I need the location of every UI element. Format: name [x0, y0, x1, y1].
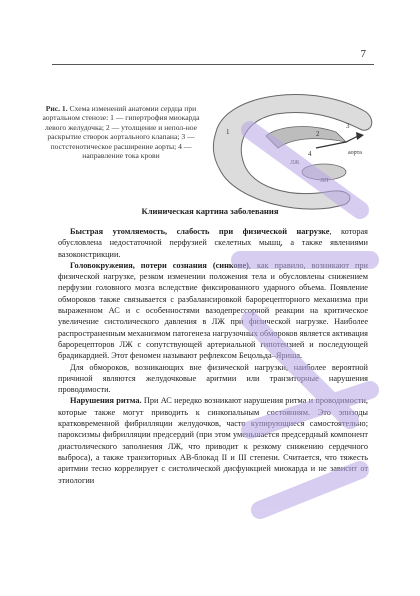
label-3: 3: [346, 122, 350, 130]
caption-text: Схема изменений анатомии сердца при аортальном стенозе: 1 — гипертрофия миокарда левого желудочка; 2 — утолщение и непол-ное раскрытие створок аортального клапана; 3 — постстенотическое расширение аорты; 4 — направление тока крови: [42, 104, 200, 161]
section-title: Клиническая картина заболевания: [141, 206, 279, 216]
label-aorta: аорта: [348, 150, 362, 156]
page-number: 7: [360, 48, 366, 60]
paragraph-2-text: , как правило, возникают при физической нагрузке, резком изменении положения тела и обусловлены снижением перфузии головного мозга вследствие фиксированного ударного объема. Появление обмороков также связывается с разбалансировкой барорецепторного механизма при выраженном АС и с особенностями вазодепрессорной реакции на критическое увеличение систолического давления в ЛЖ при физической нагрузке. Наиболее распространенным механизмом патогенеза нагрузочных обмороков является активация барорецепторов ЛЖ с сопутствующей артериальной гипотензией и последующей брадикардией. Этот феномен называют рефлексом Бецольда–Яриша.: [58, 260, 369, 361]
figure-caption: [38, 104, 204, 160]
paragraph-2-lead: Головокружения, потери сознания (синкопе): [70, 260, 249, 270]
caption-label: Рис. 1.: [45, 104, 68, 113]
label-lzh: ЛЖ: [290, 160, 300, 166]
body-text: [58, 226, 368, 486]
paragraph-3: [58, 362, 368, 396]
arrow-head-icon: [356, 132, 364, 140]
label-4: 4: [308, 150, 312, 158]
label-1: 1: [226, 128, 230, 136]
paragraph-4: [58, 395, 368, 485]
header-rule: [52, 64, 374, 65]
label-lp: ЛП: [320, 178, 329, 184]
paragraph-1-lead: Быстрая утомляемость, слабость при физической нагрузке: [70, 227, 330, 236]
paragraph-4-lead: Нарушения ритма.: [70, 396, 142, 406]
label-2: 2: [316, 130, 320, 138]
paragraph-2: [58, 260, 368, 362]
paragraph-3-text: Для обмороков, возникающих вне физической нагрузки, наиболее вероятной причиной являются желудочковые аритмии или транзиторные нарушения проводимости.: [58, 362, 368, 395]
heart-diagram: [196, 72, 386, 212]
paragraph-1-text: , которая обусловлена недостаточной перфузией скелетных мышц, а также явлениями вазоконстрикции.: [58, 227, 368, 259]
paragraph-1: [58, 226, 368, 260]
paragraph-4-text: При АС нередко возникают нарушения ритма и проводимости, которые также могут приводить к синкопальным состояниям. Это эпизоды кратковременной фибрилляции желудочков, часто купирующиеся самостоятельно; пароксизмы фибрилляции предсердий (при этом уменьшается предсердный компонент диастолического заполнения ЛЖ, что приводит к резкому снижению сердечного выброса), а также транзиторных АВ-блокад II и III степени. Считается, что тяжесть аритмии тесно коррелирует с систолической дисфункцией миокарда и не зависит от этиологии: [58, 396, 368, 485]
